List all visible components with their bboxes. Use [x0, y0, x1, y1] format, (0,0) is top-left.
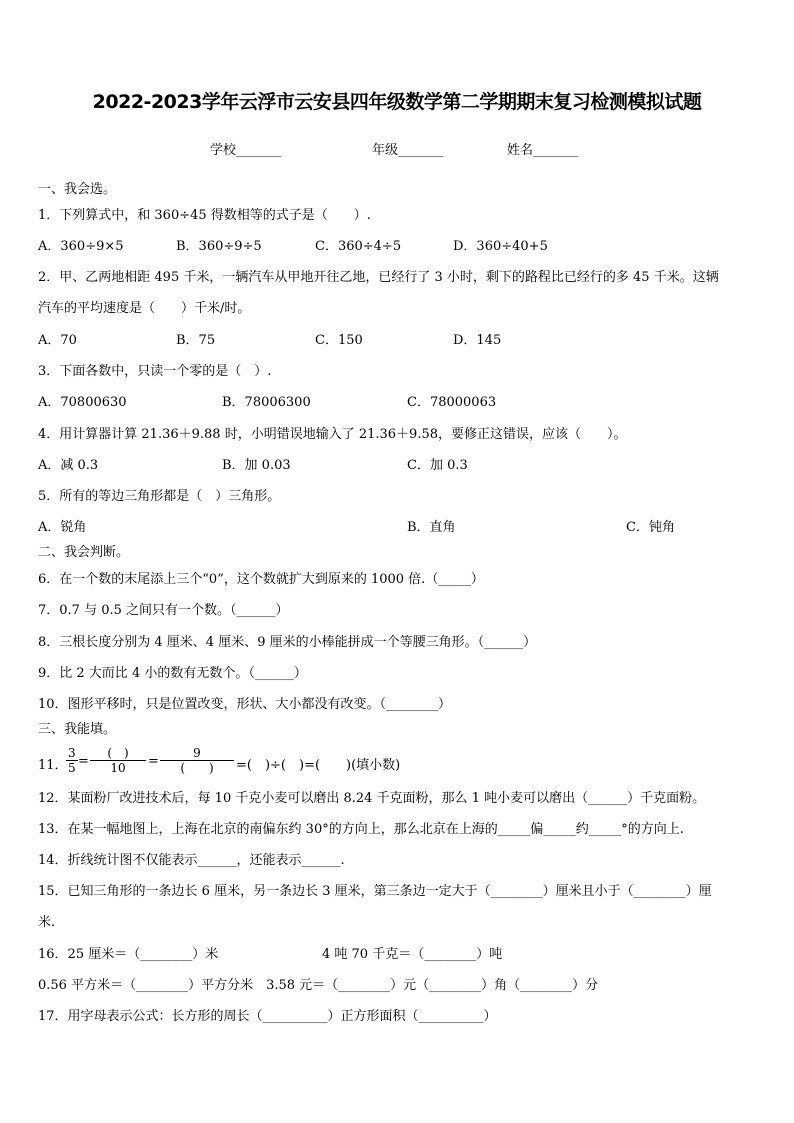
question-14: 14．折线统计图不仅能表示______，还能表示______. — [38, 853, 345, 868]
question-4: 4．用计算器计算 21.36＋9.88 时，小明错误地输入了 21.36＋9.58，要修正这错误，应该（ ）。 — [38, 427, 627, 442]
q5-option-c: C．钝角 — [626, 520, 675, 535]
section-heading-fill: 三、我能填。 — [38, 722, 117, 737]
question-16-part-1: 16．25 厘米＝（________）米 — [38, 947, 219, 962]
q2-option-a: A．70 — [38, 333, 77, 348]
question-8: 8．三根长度分别为 4 厘米、4 厘米、9 厘米的小棒能拼成一个等腰三角形。（______） — [38, 635, 537, 650]
q11-fraction-2: ( ) 10 — [90, 746, 146, 775]
q4-option-b: B．加 0.03 — [222, 458, 291, 473]
q1-option-c: C．360÷4÷5 — [315, 239, 402, 254]
question-16-part-2: 4 吨 70 千克＝（________）吨 — [322, 947, 503, 962]
q5-option-a: A．锐角 — [38, 520, 87, 535]
q11-number: 11． — [38, 758, 68, 773]
q3-option-c: C．78000063 — [407, 395, 497, 410]
question-3: 3．下面各数中，只读一个零的是（ ）. — [38, 364, 272, 379]
question-17: 17．用字母表示公式：长方形的周长（__________）正方形面积（__________） — [38, 1009, 497, 1024]
q1-option-a: A．360÷9×5 — [38, 239, 124, 254]
q5-option-b: B．直角 — [407, 520, 456, 535]
question-2-line-2: 汽车的平均速度是（ ）千米/时。 — [38, 301, 251, 316]
question-16-part-3: 0.56 平方米＝（________）平方分米 3.58 元＝（________）元（________）角（________）分 — [38, 978, 599, 993]
grade-field: 年级_______ — [372, 143, 444, 158]
question-6: 6．在一个数的末尾添上三个“0”，这个数就扩大到原来的 1000 倍.（_____） — [38, 572, 484, 587]
q3-option-b: B．78006300 — [222, 395, 311, 410]
school-field: 学校_______ — [210, 143, 282, 158]
question-15-line-1: 15．已知三角形的一条边长 6 厘米，另一条边长 3 厘米，第三条边一定大于（________）厘米且小于（________）厘 — [38, 884, 712, 899]
section-heading-judge: 二、我会判断。 — [38, 545, 130, 560]
question-10: 10．图形平移时，只是位置改变，形状、大小都没有改变。（________） — [38, 697, 452, 712]
q1-option-d: D．360÷40+5 — [453, 239, 548, 254]
question-1: 1．下列算式中，和 360÷45 得数相等的式子是（ ）. — [38, 208, 371, 223]
q11-fraction-3: 9 ( ) — [160, 746, 234, 775]
q11-fraction-1: $\frac{3}{5}$ — [68, 746, 76, 775]
question-9: 9．比 2 大而比 4 小的数有无数个。（______） — [38, 666, 307, 681]
name-field: 姓名_______ — [507, 143, 579, 158]
q2-option-d: D．145 — [453, 333, 502, 348]
question-12: 12．某面粉厂改进技术后，每 10 千克小麦可以磨出 8.24 千克面粉，那么 1 吨小麦可以磨出（______）千克面粉。 — [38, 791, 706, 806]
q11-tail: =( )÷( )=( )(填小数) — [236, 758, 401, 773]
q4-option-c: C．加 0.3 — [407, 458, 468, 473]
question-15-line-2: 米. — [38, 915, 56, 930]
q3-option-a: A．70800630 — [38, 395, 127, 410]
q4-option-a: A．减 0.3 — [38, 458, 99, 473]
question-7: 7．0.7 与 0.5 之间只有一个数。（______） — [38, 603, 289, 618]
question-2-line-1: 2．甲、乙两地相距 495 千米，一辆汽车从甲地开往乙地，已经行了 3 小时，剩下的路程比已经行的多 45 千米。这辆 — [38, 270, 719, 285]
question-5: 5．所有的等边三角形都是（ ）三角形。 — [38, 489, 281, 504]
section-heading-choice: 一、我会选。 — [38, 182, 117, 197]
q2-option-c: C．150 — [315, 333, 363, 348]
page-title: 2022-2023学年云浮市云安县四年级数学第二学期期末复习检测模拟试题 — [92, 91, 702, 113]
question-13: 13．在某一幅地图上，上海在北京的南偏东约 30°的方向上，那么北京在上海的_____偏_____约_____°的方向上. — [38, 822, 684, 837]
q2-option-b: B．75 — [176, 333, 216, 348]
q1-option-b: B．360÷9÷5 — [176, 239, 262, 254]
exam-page: 2022-2023学年云浮市云安县四年级数学第二学期期末复习检测模拟试题 学校_______ 年级_______ 姓名_______ 一、我会选。 1．下列算式中，和 360÷45 得数相等的式子是（ ）. A．360÷9×5 B．360÷9÷5 C．360÷4÷5 D．360÷40+5 2．甲、乙两地相距 495 千米，一辆汽车从甲地开往乙地，已经行了 3 小时，剩下的路程比已经行的多 45 千米。这辆 汽车的平均速度是（ ）千米/时。 A．70 B．75 C．150 D．145 3．下面各数中，只读一个零的是（ ）. A．70800630 B．78006300 C．78000063 4．用计算器计算 21.36＋9.88 时，小明错误地输入了 21.36＋9.58，要修正这错误，应该（ ）。 A．减 0.3 B．加 0.03 C．加 0.3 5．所有的等边三角形都是（ ）三角形。 A．锐角 B．直角 C．钝角 二、我会判断。 6．在一个数的末尾添上三个“0”，这个数就扩大到原来的 1000 倍.（_____） 7．0.7 与 0.5 之间只有一个数。（______） 8．三根长度分别为 4 厘米、4 厘米、9 厘米的小棒能拼成一个等腰三角形。（______） 9．比 2 大而比 4 小的数有无数个。（______） 10．图形平移时，只是位置改变，形状、大小都没有改变。（________） 三、我能填。 11． $\frac{3}{5}$ = ( ) 10 = 9 ( ) =( )÷( )=( )(填小数) 12．某面粉厂改进技术后，每 10 千克小麦可以磨出 8.24 千克面粉，那么 1 吨小麦可以磨出（______）千克面粉。 13．在某一幅地图上，上海在北京的南偏东约 30°的方向上，那么北京在上海的_____偏_____约_____°的方向上. 14．折线统计图不仅能表示______，还能表示______. 15．已知三角形的一条边长 6 厘米，另一条边长 3 厘米，第三条边一定大于（________）厘米且小于（________）厘 米. 16．25 厘米＝（________）米 4 吨 70 千克＝（________）吨 0.56 平方米＝（________）平方分米 3.58 元＝（________）元（________）角（________）分 17．用字母表示公式：长方形的周长（__________）正方形面积（__________） — [0, 0, 794, 1123]
